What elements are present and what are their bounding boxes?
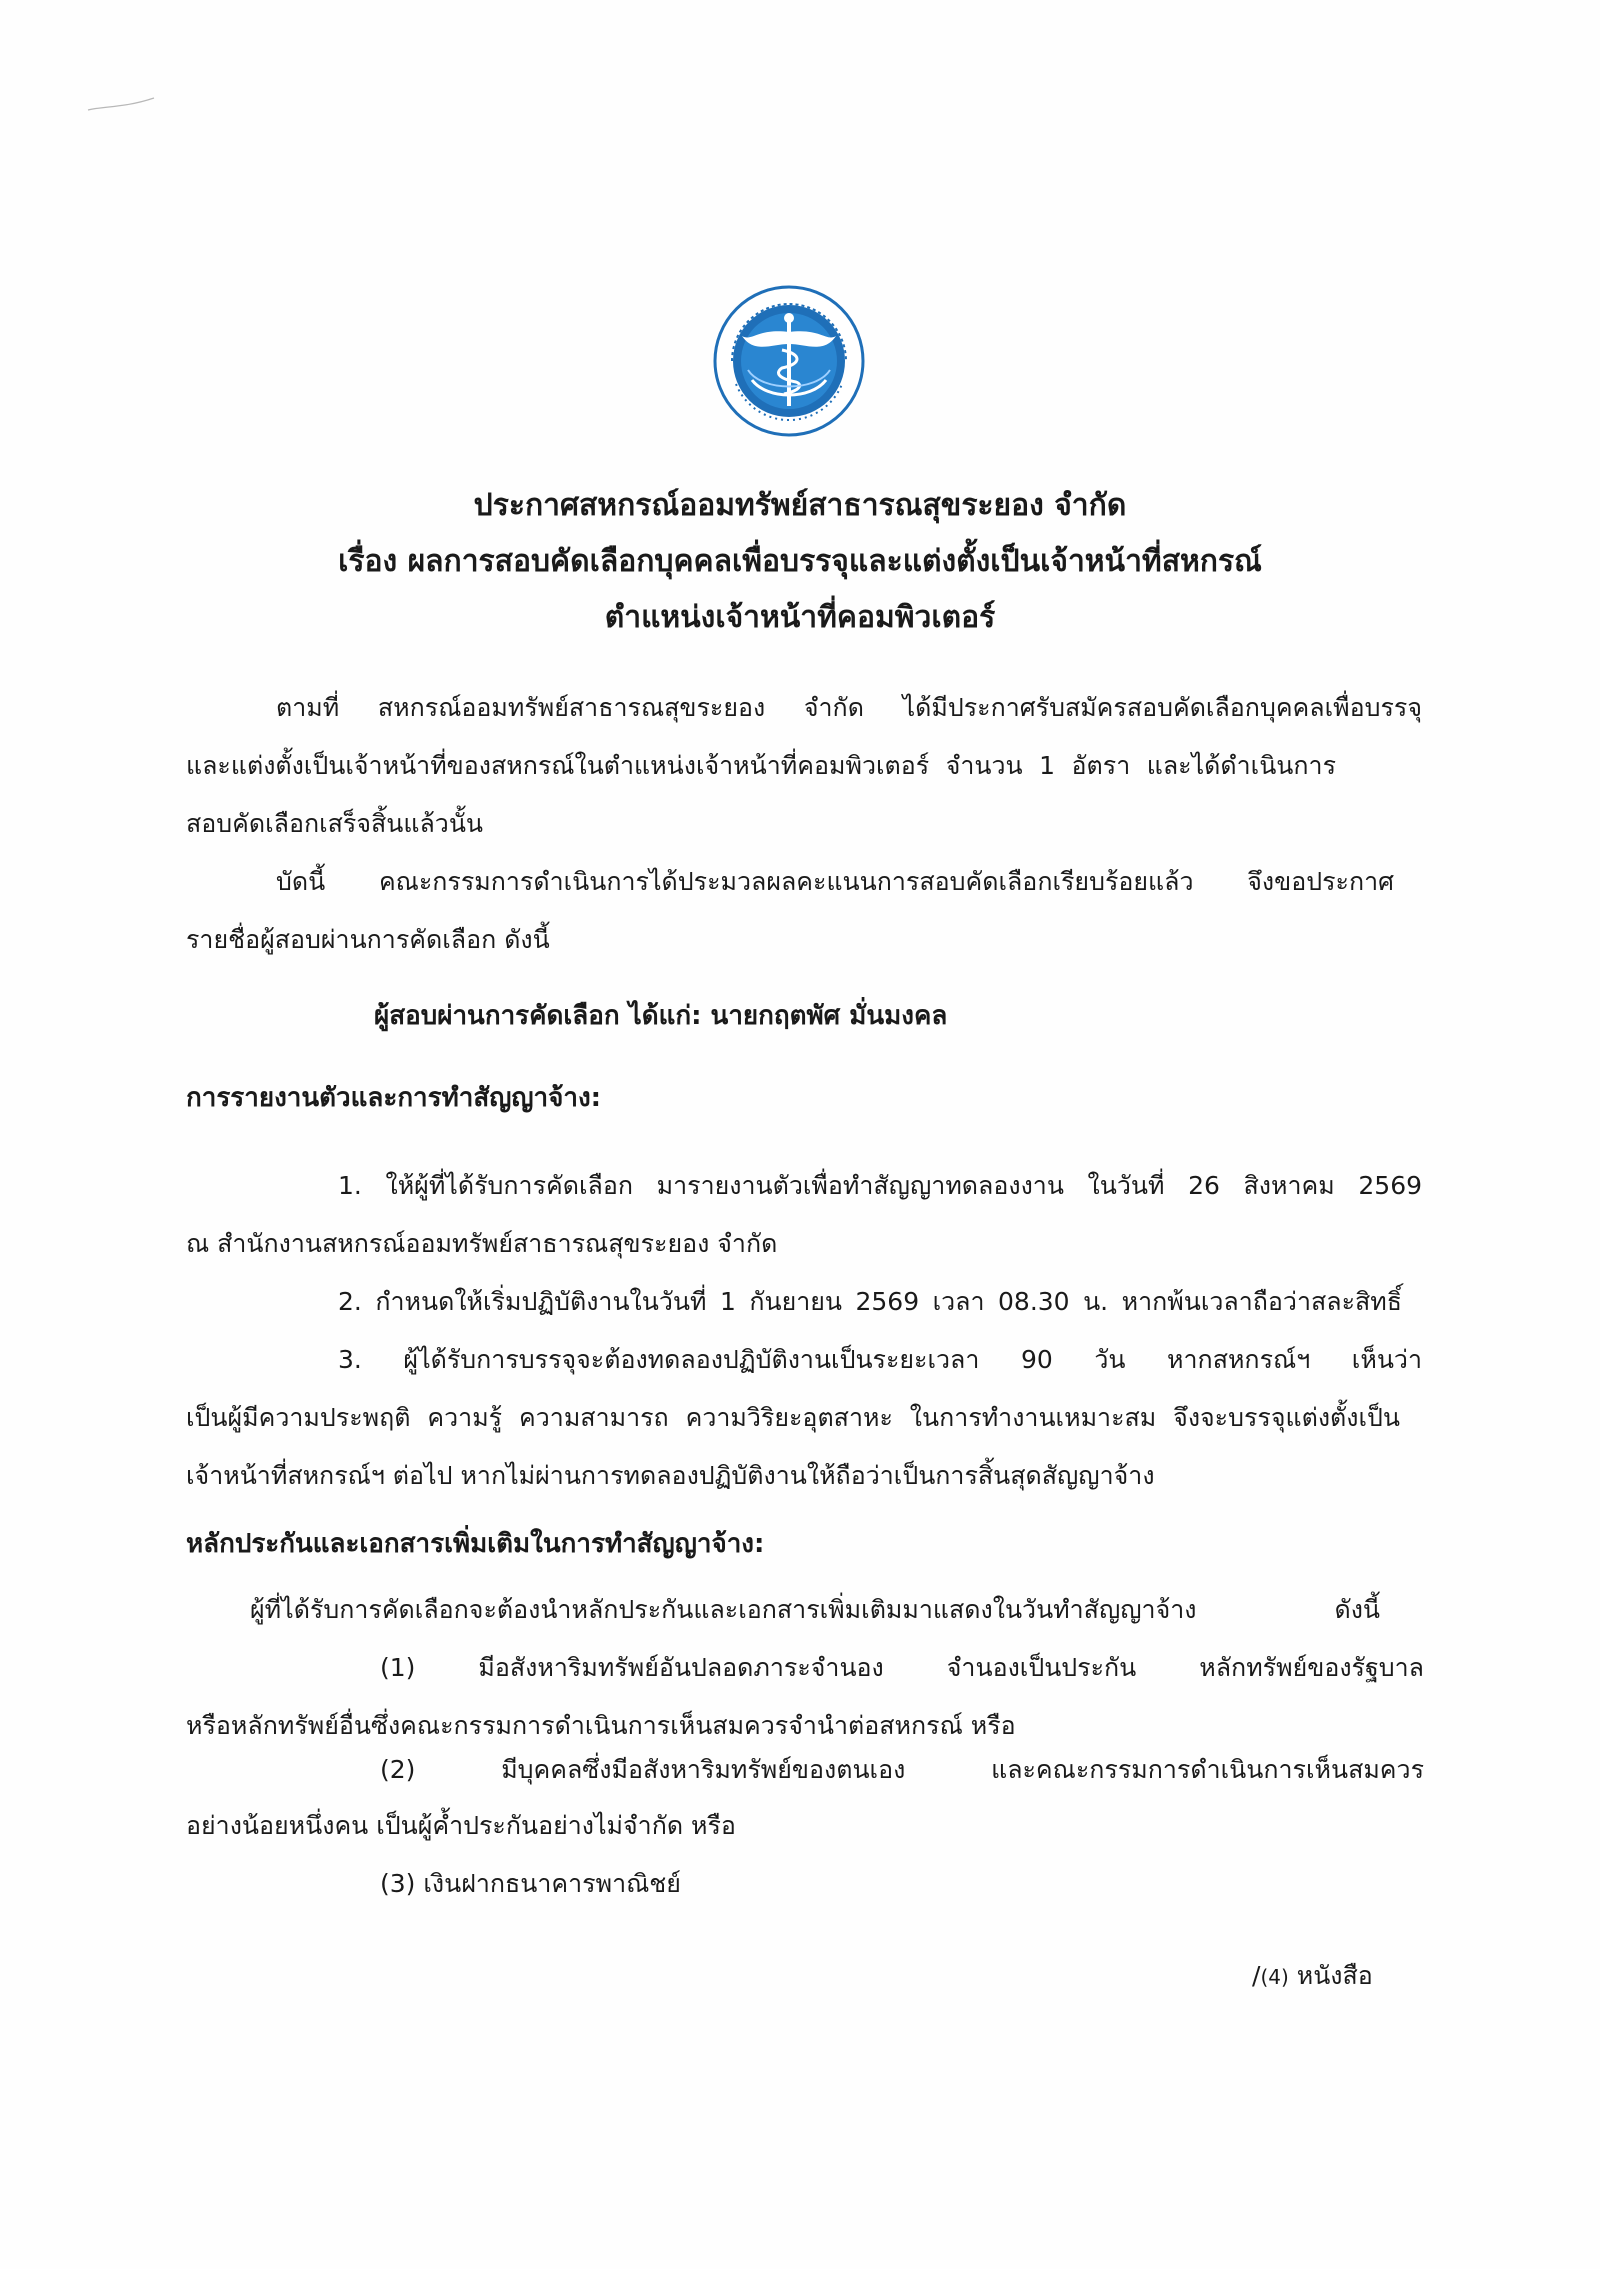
guarantee-option-1-line-1: (1) มีอสังหาริมทรัพย์อันปลอดภาระจำนอง จำนองเป็นประกัน หลักทรัพย์ของรัฐบาล [380, 1653, 1424, 1682]
guarantee-heading: หลักประกันและเอกสารเพิ่มเติมในการทำสัญญาจ้าง: [186, 1529, 765, 1559]
report-item-1-line-1: 1. ให้ผู้ที่ได้รับการคัดเลือก มารายงานตัวเพื่อทำสัญญาทดลองงาน ในวันที่ 26 สิงหาคม 2569 [338, 1171, 1422, 1200]
report-heading: การรายงานตัวและการทำสัญญาจ้าง: [186, 1083, 602, 1113]
scan-mark [84, 92, 164, 116]
guarantee-intro: ผู้ที่ได้รับการคัดเลือกจะต้องนำหลักประกันและเอกสารเพิ่มเติมมาแสดงในวันทำสัญญาจ้าง ดังนี้ [250, 1595, 1380, 1624]
intro-line-2: และแต่งตั้งเป็นเจ้าหน้าที่ของสหกรณ์ในตำแหน่งเจ้าหน้าที่คอมพิวเตอร์ จำนวน 1 อัตรา และได้ดำเนินการ [186, 751, 1336, 780]
continued-reference [1252, 1956, 1373, 1996]
announcement-title: ประกาศสหกรณ์ออมทรัพย์สาธารณสุขระยอง จำกัด [473, 488, 1127, 523]
report-item-3-line-1: 3. ผู้ได้รับการบรรจุจะต้องทดลองปฏิบัติงานเป็นระยะเวลา 90 วัน หากสหกรณ์ฯ เห็นว่า [338, 1345, 1422, 1374]
continued-word: หนังสือ [1288, 1961, 1373, 1990]
report-item-3-line-2: เป็นผู้มีความประพฤติ ความรู้ ความสามารถ ความวิริยะอุตสาหะ ในการทำงานเหมาะสม จึงจะบรรจุแต่งตั้งเป็น [186, 1403, 1400, 1432]
report-item-3-line-3: เจ้าหน้าที่สหกรณ์ฯ ต่อไป หากไม่ผ่านการทดลองปฏิบัติงานให้ถือว่าเป็นการสิ้นสุดสัญญาจ้าง [186, 1461, 1155, 1490]
intro-line-3: สอบคัดเลือกเสร็จสิ้นแล้วนั้น [186, 809, 483, 838]
passer-line: ผู้สอบผ่านการคัดเลือก ได้แก่: นายกฤตพัศ มั่นมงคล [374, 1001, 948, 1031]
intro-line-1: ตามที่ สหกรณ์ออมทรัพย์สาธารณสุขระยอง จำกัด ได้มีประกาศรับสมัครสอบคัดเลือกบุคคลเพื่อบรรจุ [276, 693, 1422, 722]
continued-slash: / [1252, 1961, 1261, 1990]
report-item-1-line-2: ณ สำนักงานสหกรณ์ออมทรัพย์สาธารณสุขระยอง จำกัด [186, 1229, 778, 1258]
announcement-position: ตำแหน่งเจ้าหน้าที่คอมพิวเตอร์ [604, 600, 996, 635]
guarantee-option-1-line-2: หรือหลักทรัพย์อื่นซึ่งคณะกรรมการดำเนินการเห็นสมควรจำนำต่อสหกรณ์ หรือ [186, 1711, 1016, 1740]
guarantee-option-3: (3) เงินฝากธนาคารพาณิชย์ [380, 1869, 681, 1898]
continued-number: (4) [1260, 1965, 1289, 1989]
intro-line-4: บัดนี้ คณะกรรมการดำเนินการได้ประมวลผลคะแนนการสอบคัดเลือกเรียบร้อยแล้ว จึงขอประกาศ [276, 867, 1394, 896]
guarantee-option-2-line-2: อย่างน้อยหนึ่งคน เป็นผู้ค้ำประกันอย่างไม่จำกัด หรือ [186, 1811, 736, 1840]
cooperative-logo [712, 284, 866, 438]
announcement-subject: เรื่อง ผลการสอบคัดเลือกบุคคลเพื่อบรรจุและแต่งตั้งเป็นเจ้าหน้าที่สหกรณ์ [338, 544, 1262, 579]
guarantee-option-2-line-1: (2) มีบุคคลซึ่งมีอสังหาริมทรัพย์ของตนเอง และคณะกรรมการดำเนินการเห็นสมควร [380, 1755, 1424, 1784]
intro-line-5: รายชื่อผู้สอบผ่านการคัดเลือก ดังนี้ [186, 925, 550, 954]
report-item-2: 2. กำหนดให้เริ่มปฏิบัติงานในวันที่ 1 กันยายน 2569 เวลา 08.30 น. หากพ้นเวลาถือว่าสละสิทธิ์ [338, 1287, 1402, 1316]
